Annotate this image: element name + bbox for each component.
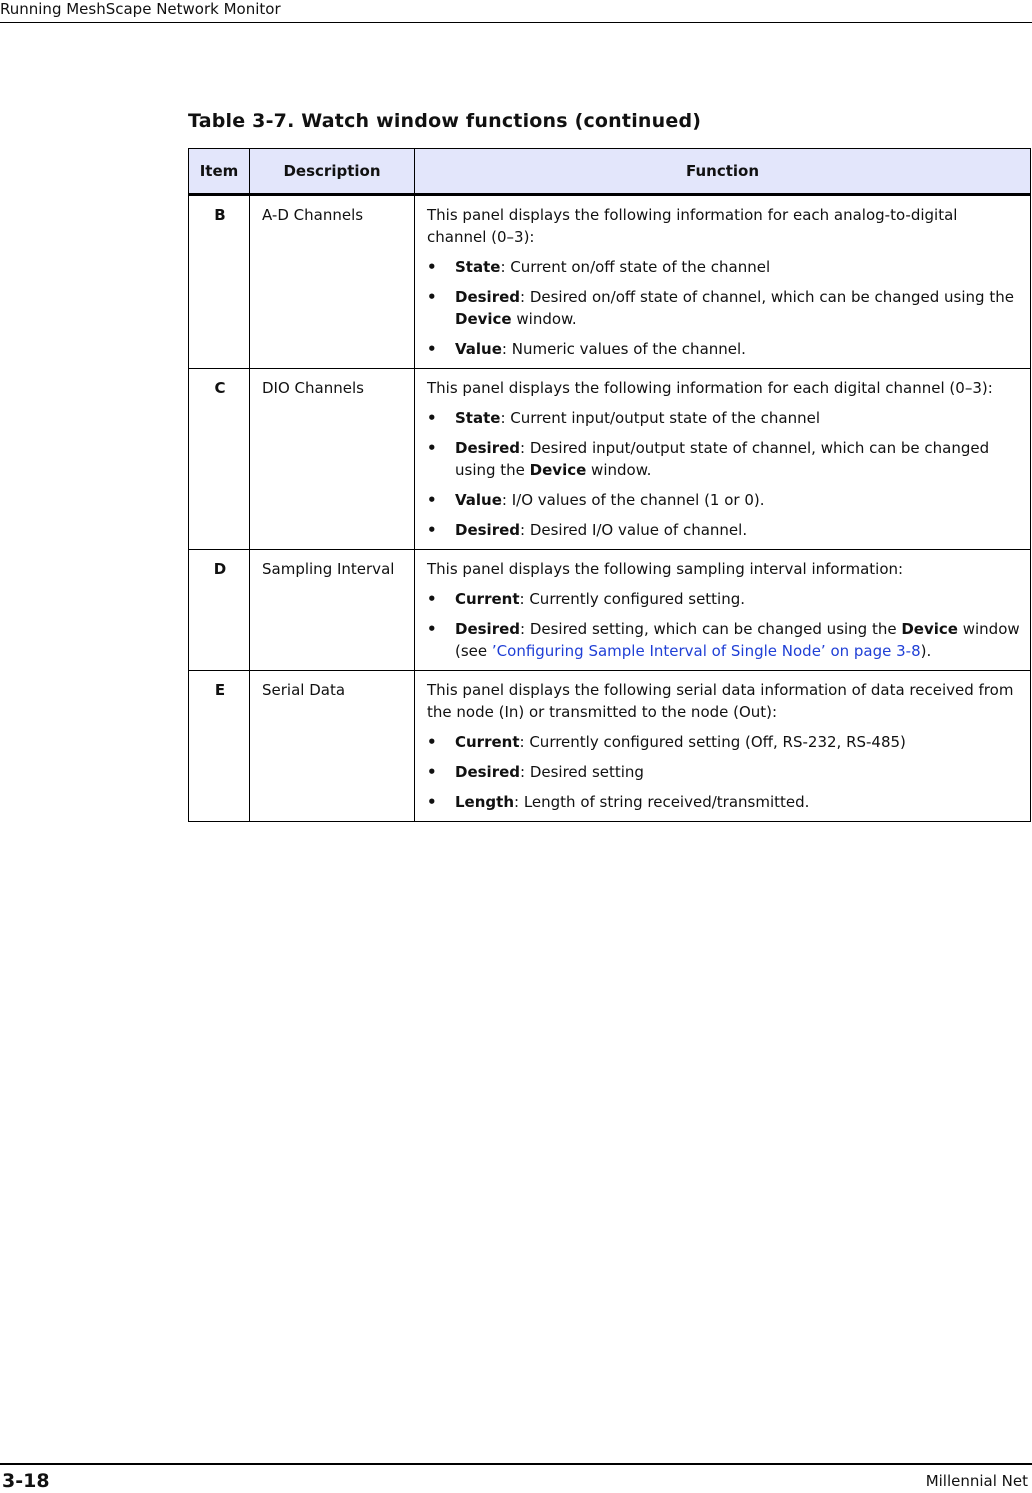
bullet-text: : I/O values of the channel (1 or 0). (501, 491, 765, 509)
function-intro: This panel displays the following serial data information of data received from the node (In) or transmitted to the node (Out): (427, 681, 1014, 721)
bullet-term: Desired (455, 620, 521, 638)
bullet-text: window. (586, 461, 652, 479)
column-header-description: Description (250, 149, 415, 195)
item-description: DIO Channels (250, 369, 415, 550)
bullet-term: Value (455, 491, 502, 509)
item-function (415, 671, 1031, 822)
watch-window-functions-table (188, 148, 1031, 822)
item-letter: E (189, 671, 250, 822)
item-function (415, 195, 1031, 369)
table-row (189, 671, 1031, 822)
bullet-term: Value (455, 340, 502, 358)
bullet-term: Current (455, 590, 520, 608)
item-function (415, 369, 1031, 550)
bullet-text: : Current input/output state of the channel (500, 409, 820, 427)
bullet-term: Length (455, 793, 514, 811)
column-header-function: Function (415, 149, 1031, 195)
bullet-item (427, 519, 1020, 541)
bullet-term: State (455, 258, 501, 276)
bullet-text: window (see (455, 620, 1020, 660)
bullet-term: Desired (455, 521, 521, 539)
bullet-item (427, 731, 1020, 753)
cross-reference-link[interactable]: ’Configuring Sample Interval of Single Node’ on page 3-8 (491, 642, 921, 660)
bullet-text: : Desired setting, which can be changed using the (520, 620, 902, 638)
item-description: Sampling Interval (250, 550, 415, 671)
item-description: A-D Channels (250, 195, 415, 369)
bullet-text: : Length of string received/transmitted. (514, 793, 810, 811)
bullet-term: Desired (455, 763, 521, 781)
table-header-row (189, 149, 1031, 195)
item-letter: B (189, 195, 250, 369)
bullet-item (427, 407, 1020, 429)
bullet-text: : Current on/off state of the channel (500, 258, 771, 276)
bullet-text: ). (920, 642, 932, 660)
table-row (189, 369, 1031, 550)
function-intro: This panel displays the following information for each analog-to-digital channel (0–3): (427, 206, 958, 246)
item-description: Serial Data (250, 671, 415, 822)
running-header: Running MeshScape Network Monitor (0, 0, 1032, 23)
bullet-item (427, 588, 1020, 610)
bullet-item (427, 791, 1020, 813)
bullet-text: : Currently configured setting (Off, RS-232, RS-485) (519, 733, 906, 751)
bullet-list (427, 588, 1020, 662)
bullet-list (427, 407, 1020, 541)
item-letter: D (189, 550, 250, 671)
bullet-term: State (455, 409, 501, 427)
table-row (189, 550, 1031, 671)
bullet-text: : Desired input/output state of channel, which can be changed using the (455, 439, 990, 479)
table-row (189, 195, 1031, 369)
bullet-text: : Numeric values of the channel. (501, 340, 746, 358)
bullet-term: Desired (455, 288, 521, 306)
bullet-list (427, 256, 1020, 360)
bullet-text: : Desired I/O value of channel. (520, 521, 748, 539)
bullet-text: window. (511, 310, 577, 328)
table-title: Table 3-7. Watch window functions (continued) (188, 110, 702, 132)
function-intro: This panel displays the following information for each digital channel (0–3): (427, 379, 993, 397)
bullet-text: : Desired on/off state of channel, which can be changed using the (520, 288, 1014, 306)
bullet-item (427, 761, 1020, 783)
bullet-text: : Desired setting (520, 763, 644, 781)
bullet-item (427, 489, 1020, 511)
bullet-item (427, 338, 1020, 360)
footer-rule (0, 1463, 1032, 1465)
document-name: Millennial Net (925, 1472, 1028, 1490)
window-name: Device (529, 461, 587, 479)
window-name: Device (455, 310, 512, 328)
bullet-term: Desired (455, 439, 521, 457)
bullet-list (427, 731, 1020, 813)
bullet-item (427, 256, 1020, 278)
item-letter: C (189, 369, 250, 550)
function-intro: This panel displays the following sampling interval information: (427, 560, 904, 578)
item-function (415, 550, 1031, 671)
bullet-item (427, 437, 1020, 481)
bullet-term: Current (455, 733, 520, 751)
bullet-item (427, 618, 1020, 662)
column-header-item: Item (189, 149, 250, 195)
bullet-item (427, 286, 1020, 330)
window-name: Device (901, 620, 958, 638)
bullet-text: : Currently configured setting. (519, 590, 746, 608)
page-number: 3-18 (2, 1470, 50, 1492)
